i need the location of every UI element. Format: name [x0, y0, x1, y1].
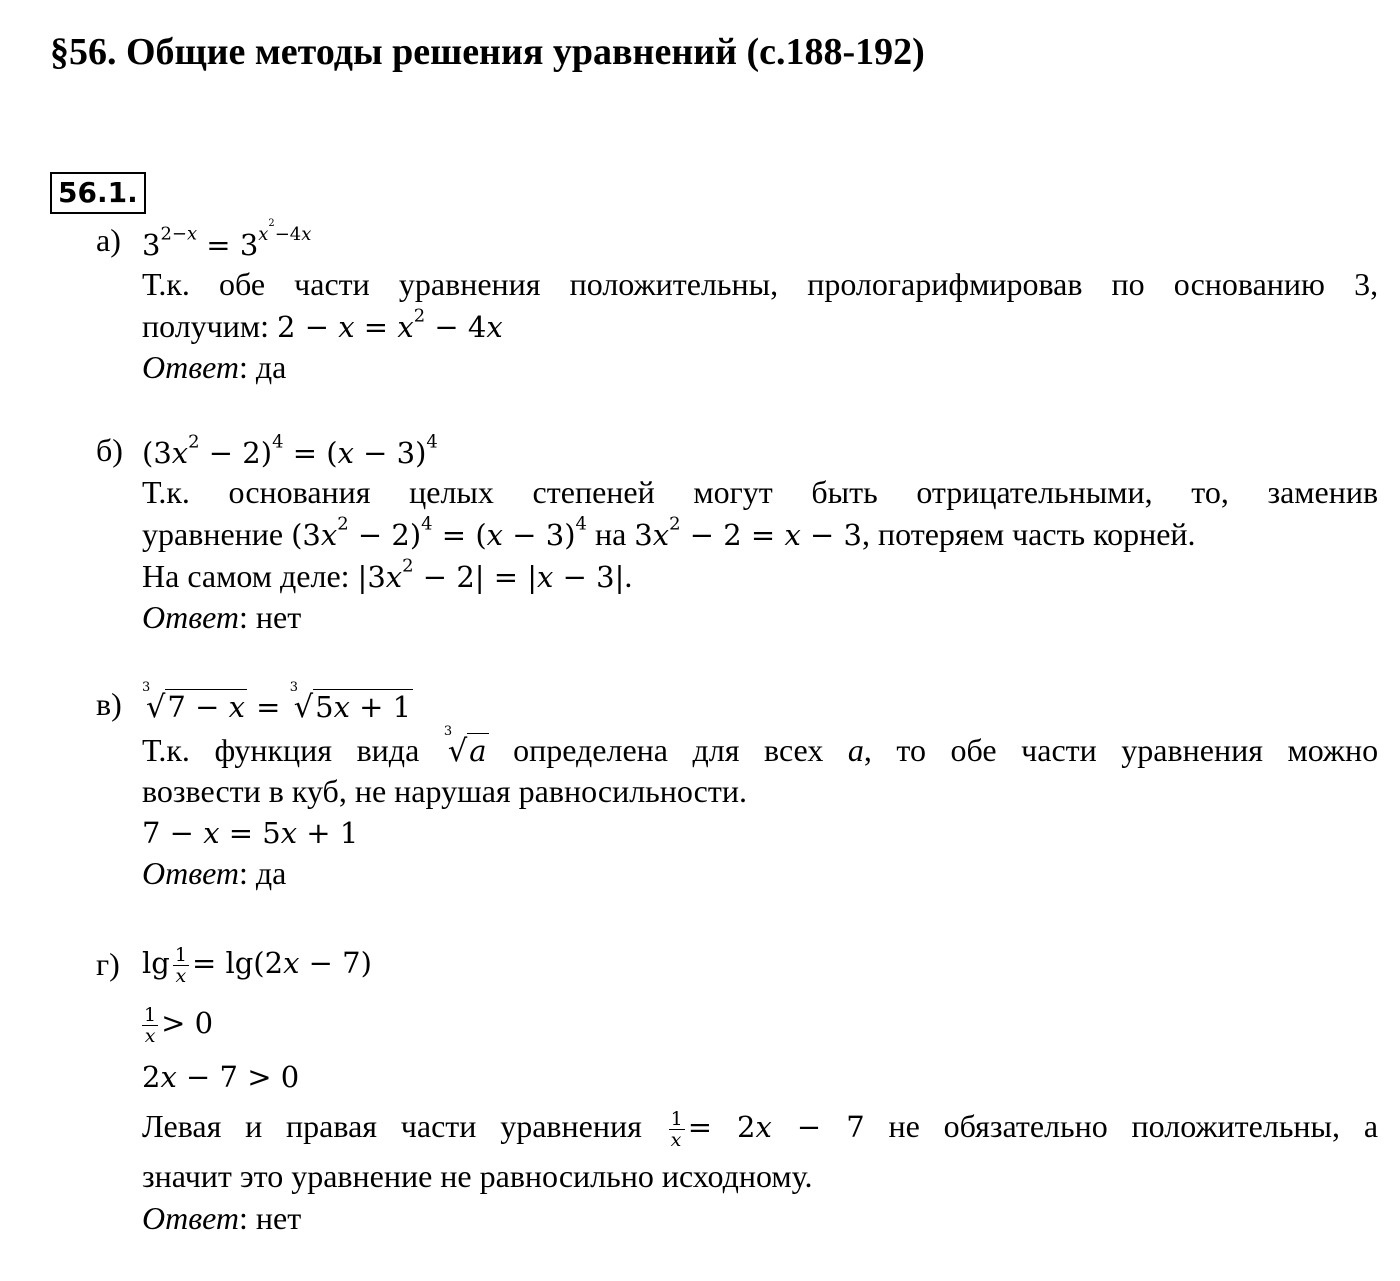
part-b-equation: $(3x^2 - 2)^4 = (x - 3)^4$: [142, 431, 438, 470]
part-d-explanation-line1: Левая и правая части уравнения $\frac{1}{x}$ = 2x − 7 не обязательно положительны, а: [142, 1107, 1379, 1151]
part-b-letter: б): [96, 432, 123, 468]
part-b-explanation-line3: На самом деле: $|3x^2 - 2| = |x - 3|$.: [142, 555, 633, 594]
cube-root-symbol: 3 √a: [443, 724, 487, 769]
part-a-equation: $3^{2-x} = 3^{x^2-4x}$: [142, 218, 312, 263]
answer-label: Ответ: [142, 599, 239, 635]
cube-root-symbol: 3 √5x + 1: [289, 680, 412, 725]
part-d-explanation-line2: значит это уравнение не равносильно исходному.: [142, 1158, 813, 1194]
page-title: §56. Общие методы решения уравнений (с.188-192): [50, 31, 925, 73]
part-a-letter: а): [96, 222, 121, 258]
answer-label: Ответ: [142, 1200, 239, 1236]
answer-label: Ответ: [142, 349, 239, 385]
part-b-answer: Ответ: нет: [142, 599, 302, 635]
part-c-result-equation: 7 − x = 5x + 1: [142, 816, 359, 850]
part-d-condition2: 2x − 7 > 0: [142, 1060, 300, 1094]
part-c-explanation-line2: возвести в куб, не нарушая равносильности.: [142, 773, 747, 809]
part-a-explanation-line1: Т.к. обе части уравнения положительны, прологарифмировав по основанию 3,: [142, 266, 1379, 302]
part-c-letter: в): [96, 686, 122, 722]
part-c-answer: Ответ: да: [142, 855, 287, 891]
cube-root-symbol: 3 √7 − x: [142, 680, 245, 725]
part-b-explanation-line2: уравнение $(3x^2 - 2)^4 = (x - 3)^4$ на $3x^2 - 2 = x - 3$, потеряем часть корней.: [142, 513, 1196, 552]
part-a-explanation-line2: получим: $2 - x = x^2 - 4x$: [142, 305, 503, 344]
part-c-equation: 3 √7 − x = 3 √5x + 1: [142, 686, 1378, 728]
part-d-condition1: $\frac{1}{x}$ > 0: [144, 1003, 214, 1047]
part-b-explanation-line1: Т.к. основания целых степеней могут быть отрицательными, то, заменив: [142, 474, 1379, 510]
part-a-answer: Ответ: да: [142, 349, 287, 385]
part-d-letter: г): [96, 946, 120, 982]
problem-number-box: 56.1.: [50, 172, 146, 214]
answer-label: Ответ: [142, 855, 239, 891]
part-d-equation: lg $\frac{1}{x}$ = lg(2x − 7): [142, 943, 372, 987]
part-c-explanation-line1: Т.к. функция вида 3 √a определена для всех a, то обе части уравнения можно: [142, 730, 1378, 772]
part-d-answer: Ответ: нет: [142, 1200, 302, 1236]
